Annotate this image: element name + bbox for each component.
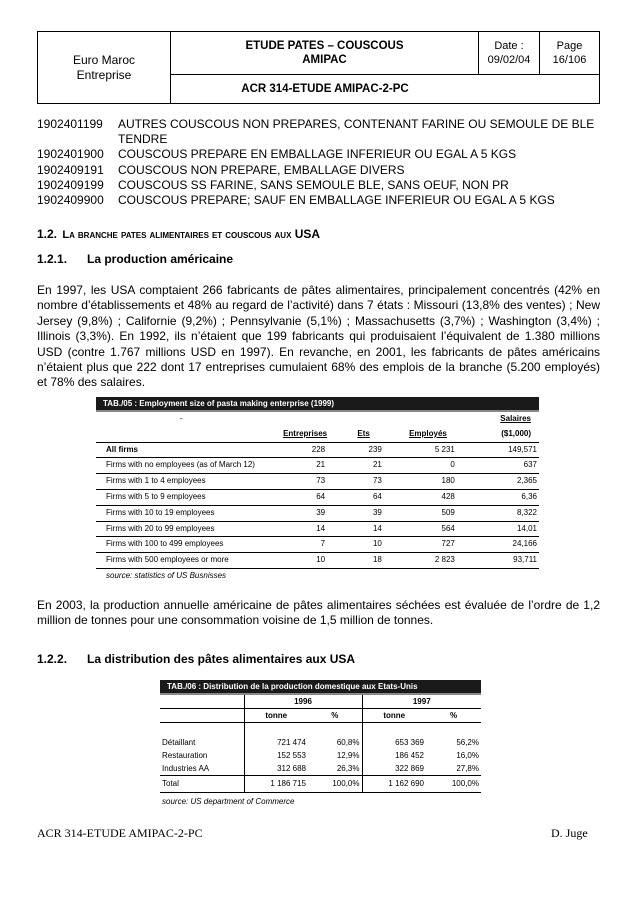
table-source: source: statistics of US Busnisses	[106, 570, 227, 580]
column-header-year: 1996	[244, 695, 362, 709]
column-header-tonne: tonne	[383, 711, 406, 720]
cell-entreprises: 7	[320, 539, 326, 549]
cell-employes: 564	[441, 523, 455, 533]
document-title: ETUDE PATES – COUSCOUS	[245, 40, 404, 52]
cell-employes: 509	[441, 507, 455, 517]
tariff-description: COUSCOUS PREPARE EN EMBALLAGE INFERIEUR OU EGAL A 5 KGS	[118, 147, 517, 162]
subsection-title: La production américaine	[87, 252, 234, 266]
table-row	[96, 474, 539, 490]
subsection-title: La distribution des pâtes alimentaires aux USA	[87, 652, 356, 666]
page-cell	[540, 32, 599, 75]
cell-employes: 428	[441, 491, 455, 501]
table-row-total	[160, 775, 481, 792]
tariff-code: 1902409900	[37, 193, 104, 208]
table-row	[96, 553, 539, 569]
column-header-employes: Employés	[409, 428, 447, 438]
subsection-number: 1.2.1.	[37, 252, 68, 266]
document-subtitle: AMIPAC	[302, 54, 347, 66]
cell-ets: 39	[372, 507, 382, 517]
tariff-code: 1902409191	[37, 162, 104, 177]
list-item	[37, 163, 602, 178]
column-header-salaires-unit: ($1,000)	[501, 428, 531, 438]
list-item	[37, 117, 602, 147]
cell-entreprises: 73	[316, 476, 326, 486]
page-number: 16/106	[552, 54, 587, 66]
cell-salaires: 8,322	[516, 507, 537, 517]
distribution-table	[160, 680, 481, 810]
table-row-spacer	[160, 723, 481, 736]
row-label: All firms	[106, 444, 139, 454]
cell-tonne-1996: 312 688	[277, 763, 306, 773]
company-cell	[38, 32, 171, 103]
subsection-heading	[37, 252, 233, 266]
table-title: TAB./05 : Employment size of pasta making enterprise (1999)	[96, 397, 539, 410]
list-item	[37, 178, 602, 193]
row-label: Firms with 10 to 19 employees	[106, 507, 215, 517]
section-heading	[37, 227, 320, 241]
cell-salaires: 24,166	[512, 539, 537, 549]
subsection-number: 1.2.2.	[37, 652, 68, 666]
cell-tonne-1997: 1 162 690	[388, 779, 424, 788]
cell-pct-1997: 16,0%	[456, 750, 479, 760]
subsection-heading	[37, 652, 355, 666]
tariff-code: 1902409199	[37, 177, 104, 192]
row-label: Total	[160, 775, 244, 792]
cell-tonne-1996: 1 186 715	[270, 779, 306, 788]
list-item	[37, 147, 602, 162]
cell-salaires: 93,711	[513, 555, 537, 565]
cell-salaires: 149,571	[508, 444, 537, 454]
table-header-row	[96, 427, 539, 442]
cell-entreprises: 64	[316, 491, 326, 501]
cell-tonne-1997: 322 869	[395, 763, 424, 773]
tariff-description: AUTRES COUSCOUS NON PREPARES, CONTENANT FARINE OU SEMOULE DE BLE TENDRE	[118, 117, 595, 147]
cell-employes: 180	[441, 476, 455, 486]
column-header-tonne: tonne	[265, 711, 288, 720]
table-row	[160, 762, 481, 776]
cell-entreprises: 228	[311, 444, 326, 454]
employment-table	[96, 397, 539, 584]
cell-tonne-1996: 721 474	[277, 737, 306, 747]
column-header-pct: %	[449, 711, 458, 720]
date-value: 09/02/04	[487, 54, 531, 66]
cell-tonne-1996: 152 553	[277, 750, 306, 760]
document-header	[37, 31, 600, 104]
cell-ets: 73	[372, 476, 382, 486]
cell-employes: 727	[441, 539, 455, 549]
table-title: TAB./06 : Distribution de la production domestique aux Etats-Unis	[160, 680, 481, 693]
cell-ets: 239	[368, 444, 382, 454]
cell-entreprises: 10	[316, 555, 326, 565]
table-row	[96, 458, 539, 474]
cell-salaires: 637	[523, 460, 537, 470]
cell-ets: 18	[372, 555, 382, 565]
table-source: source: US department of Commerce	[162, 796, 295, 806]
row-label: Industries AA	[160, 762, 244, 776]
section-title-end: USA	[294, 227, 321, 241]
column-header-salaires: Salaires	[500, 414, 531, 423]
cell-pct-1997: 27,8%	[456, 763, 479, 773]
tariff-description: COUSCOUS PREPARE; SAUF EN EMBALLAGE INFERIEUR OU EGAL A 5 KGS	[118, 193, 555, 208]
list-item	[37, 193, 602, 208]
table-row	[160, 736, 481, 749]
table-header-row	[96, 412, 539, 427]
tariff-code: 1902401900	[37, 147, 104, 162]
paragraph-production: En 1997, les USA comptaient 266 fabricants de pâtes alimentaires, principalement concentrés (42% en nombre d’établissements et 48% au regard de l’activité) dans 7 états : Missouri (13,8% des ventes) ; New Jersey (9,8%) ; Californie (9,2%) ; Pennsylvanie (5,1%) ; Massachusetts (3,7%) ; Washington (3,4%) ; Illinois (3,3%). En 1992, ils n’étaient que 199 fabricants qui produisaient l’équivalent de 1.380 millions USD (contre 1.767 millions USD en 1997). En revanche, en 2001, les fabricants de pâtes américains n’étaient plus que 222 dont 17 entreprises cumulaient 68% des emplois de la branche (5.200 employés) et 78% des salaires.	[37, 283, 600, 390]
cell-ets: 14	[372, 523, 382, 533]
cell-entreprises: 14	[316, 523, 326, 533]
row-label: Firms with 20 to 99 employees	[106, 523, 215, 533]
table-row	[160, 749, 481, 762]
row-label: Firms with 5 to 9 employees	[106, 491, 206, 501]
tariff-description: COUSCOUS SS FARINE, SANS SEMOULE BLE, SANS OEUF, NON PR	[118, 177, 509, 192]
cell-entreprises: 21	[316, 460, 326, 470]
cell-salaires: 6,36	[521, 491, 537, 501]
cell-ets: 10	[372, 539, 382, 549]
cell-salaires: 2,365	[516, 476, 537, 486]
footer-author: D. Juge	[551, 826, 588, 840]
cell-tonne-1997: 653 369	[395, 737, 424, 747]
column-header-ets: Ets	[357, 428, 370, 438]
document-reference: ACR 314-ETUDE AMIPAC-2-PC	[241, 83, 409, 95]
table-header-row	[160, 695, 481, 709]
cell-employes: 2 823	[434, 555, 455, 565]
cell-pct-1997: 56,2%	[456, 737, 479, 747]
table-row-total	[96, 442, 539, 458]
cell-ets: 64	[372, 491, 382, 501]
cell-employes: 0	[450, 460, 455, 470]
row-label: Détaillant	[160, 736, 244, 749]
cell-tonne-1997: 186 452	[395, 750, 424, 760]
table-row	[96, 489, 539, 505]
column-header-year: 1997	[412, 697, 431, 706]
row-label: Restauration	[160, 749, 244, 762]
table-header-dash: -	[179, 414, 183, 423]
row-label: Firms with 1 to 4 employees	[106, 476, 206, 486]
column-header-entreprises: Entreprises	[283, 428, 328, 438]
cell-entreprises: 39	[316, 507, 326, 517]
title-cell	[171, 32, 479, 75]
tariff-code-list	[37, 117, 602, 208]
table-row	[96, 521, 539, 537]
cell-salaires: 14,01	[516, 523, 537, 533]
column-header-pct: %	[308, 709, 362, 723]
table-row	[96, 505, 539, 521]
cell-pct-1997: 100,0%	[451, 779, 479, 788]
date-label: Date :	[494, 40, 524, 52]
row-label: Firms with 500 employees or more	[106, 555, 229, 565]
cell-pct-1996: 26,3%	[308, 762, 362, 776]
cell-pct-1996: 100,0%	[308, 775, 362, 792]
cell-ets: 21	[372, 460, 382, 470]
cell-pct-1996: 60,8%	[308, 736, 362, 749]
company-name: Euro Maroc Entreprise	[72, 52, 136, 82]
table-source-row	[96, 568, 539, 583]
date-cell	[479, 32, 540, 75]
table-source-row	[160, 792, 481, 810]
section-number: 1.2.	[37, 227, 58, 241]
page-label: Page	[556, 40, 583, 52]
table-header-row	[160, 709, 481, 723]
tariff-code: 1902401199	[37, 117, 103, 131]
cell-employes: 5 231	[434, 444, 455, 454]
section-title: La branche pates alimentaires et couscous aux	[62, 229, 292, 241]
cell-pct-1996: 12,9%	[308, 749, 362, 762]
paragraph-consumption: En 2003, la production annuelle américaine de pâtes alimentaires séchées est évaluée de l’ordre de 1,2 million de tonnes pour une consommation voisine de 1,5 million de tonnes.	[37, 598, 600, 628]
row-label: Firms with 100 to 499 employees	[106, 539, 224, 549]
table-row	[96, 537, 539, 553]
tariff-description: COUSCOUS NON PREPARE, EMBALLAGE DIVERS	[118, 162, 405, 177]
row-label: Firms with no employees (as of March 12)	[106, 460, 255, 470]
footer-reference: ACR 314-ETUDE AMIPAC-2-PC	[37, 826, 203, 840]
